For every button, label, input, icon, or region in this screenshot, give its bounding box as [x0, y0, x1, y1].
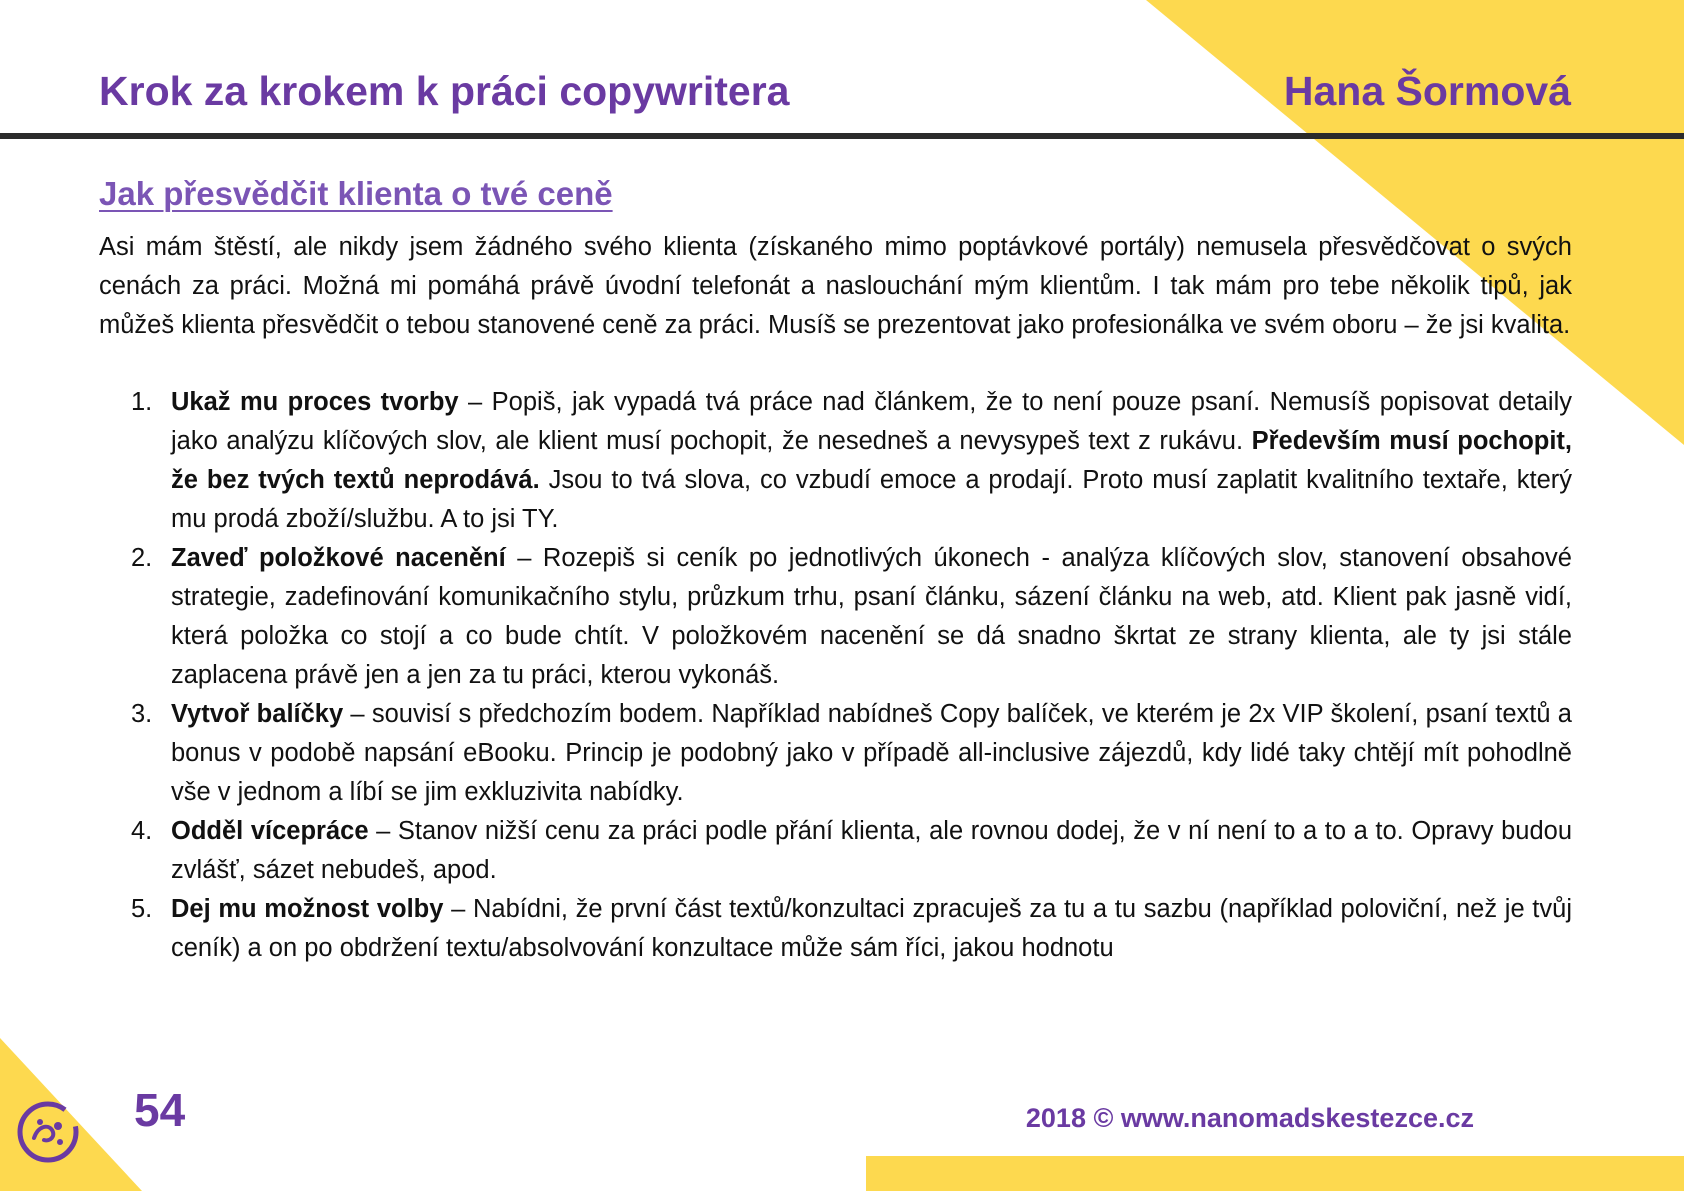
- list-item-text: – Nabídni, že první část textů/konzultaci zpracuješ za tu a tu sazbu (například poloviční, než je tvůj ceník) a on po obdržení textu/absolvování konzultace může sám říci, jakou hodnotu: [171, 895, 1572, 962]
- list-item: [99, 890, 1572, 968]
- list-item-tail: Jsou to tvá slova, co vzbudí emoce a prodají. Proto musí zaplatit kvalitního textaře, který mu prodá zboží/službu. A to jsi TY.: [171, 466, 1572, 533]
- list-item-text: – souvisí s předchozím bodem. Například nabídneš Copy balíček, ve kterém je 2x VIP školení, psaní textů a bonus v podobě napsání eBooku. Princip je podobný jako v případě all-inclusive zájezdů, kdy lidé taky chtějí mít pohodlně vše v jednom a líbí se jim exkluzivita nabídky.: [171, 700, 1572, 806]
- list-item-number: 5.: [131, 895, 153, 923]
- list-item-number: 2.: [131, 544, 153, 572]
- section-heading: Jak přesvědčit klienta o tvé ceně: [99, 175, 613, 212]
- list-item-title: Dej mu možnost volby: [171, 895, 444, 923]
- list-item: [99, 812, 1572, 890]
- list-item: [99, 539, 1572, 695]
- list-item-title: Vytvoř balíčky: [171, 700, 344, 728]
- list-item-number: 3.: [131, 700, 153, 728]
- header-divider: [0, 133, 1684, 139]
- list-item-title: Odděl vícepráce: [171, 817, 369, 845]
- list-item: [99, 383, 1572, 539]
- list-item-text: – Stanov nižší cenu za práci podle přání klienta, ale rovnou dodej, že v ní není to a to a to. Opravy budou zvlášť, sázet nebudeš, apod.: [171, 817, 1572, 884]
- list-item-text: – Rozepiš si ceník po jednotlivých úkonech - analýza klíčových slov, stanovení obsahové strategie, zadefinování komunikačního stylu, průzkum trhu, psaní článku, sázení článku na web, atd. Klient pak jasně vidí, která položka co stojí a co bude chtít. V položkovém nacenění se dá snadno škrtat ze strany klienta, ale ty jsi stále zaplacena právě jen a jen za tu práci, kterou vykonáš.: [171, 544, 1572, 689]
- page-number: 54: [134, 1084, 186, 1136]
- list-item-title: Ukaž mu proces tvorby: [171, 388, 459, 416]
- list-item-emphasis: Především musí pochopit, že bez tvých textů neprodává.: [171, 427, 1573, 494]
- document-title: Krok za krokem k práci copywritera: [99, 68, 790, 114]
- footprints-circle-logo-icon: [14, 1098, 82, 1166]
- footer-copyright: 2018 © www.nanomadskestezce.cz: [1025, 1103, 1474, 1133]
- list-item-text: – Popiš, jak vypadá tvá práce nad článkem, že to není pouze psaní. Nemusíš popisovat detaily jako analýzu klíčových slov, ale klient musí pochopit, že nesedneš a nevysypeš text z rukávu.: [171, 388, 1572, 455]
- intro-paragraph: Asi mám štěstí, ale nikdy jsem žádného svého klienta (získaného mimo poptávkové portály) nemusela přesvědčovat o svých cenách za práci. Možná mi pomáhá právě úvodní telefonát a naslouchání mým klientům. I tak mám pro tebe několik tipů, jak můžeš klienta přesvědčit o tebou stanovené ceně za práci. Musíš se prezentovat jako profesionálka ve svém oboru – že jsi kvalita.: [99, 233, 1572, 339]
- list-item: [99, 695, 1572, 812]
- list-item-title: Zaveď položkové nacenění: [171, 544, 506, 572]
- author-name: Hana Šormová: [1283, 68, 1571, 114]
- list-item-number: 4.: [131, 817, 153, 845]
- list-item-number: 1.: [131, 388, 153, 416]
- main-content: [99, 228, 1572, 968]
- bottom-right-yellow-band: [866, 1156, 1684, 1191]
- tips-list: [99, 383, 1572, 968]
